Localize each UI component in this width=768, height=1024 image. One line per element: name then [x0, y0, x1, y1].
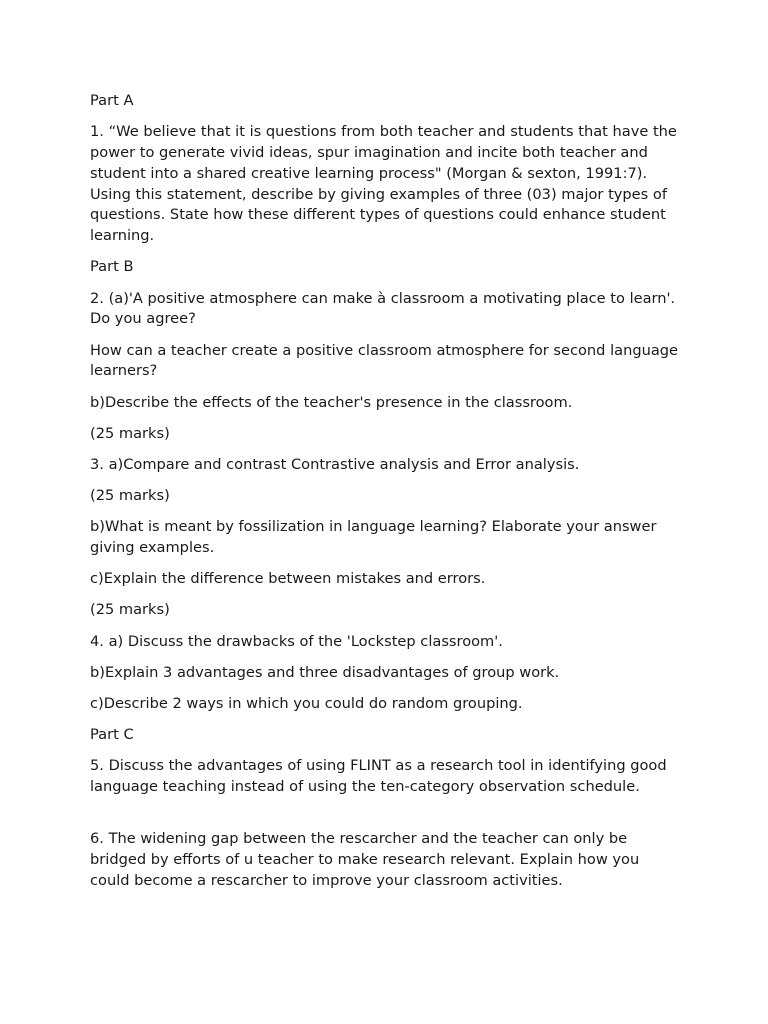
question-2a: 2. (a)'A positive atmosphere can make à classroom a motivating place to learn'. Do you agree?: [90, 289, 676, 328]
section-heading-part-a: Part A: [90, 92, 134, 109]
question-4c: c)Describe 2 ways in which you could do random grouping.: [90, 695, 523, 712]
question-4b: b)Explain 3 advantages and three disadvantages of group work.: [90, 663, 560, 681]
section-heading-part-c: Part C: [90, 726, 134, 744]
question-1: 1. “We believe that it is questions from both teacher and students that have the power to generate vivid ideas, spur imagination and incite both teacher and student into a shared creative learning process" (Morgan & sexton, 1991:7). Using this statement, describe by giving examples of three (03) major types of questions. State how these different types of questions could enhance student learning.: [90, 123, 677, 245]
question-3b: b)What is meant by fossilization in language learning? Elaborate your answer giving examples.: [90, 518, 657, 557]
question-5: 5. Discuss the advantages of using FLINT as a research tool in identifying good language teaching instead of using the ten-category observation schedule.: [90, 757, 667, 796]
question-6: 6. The widening gap between the rescarcher and the teacher can only be bridged by efforts of u teacher to make research relevant. Explain how you could become a rescarcher to improve your classroom activities.: [90, 829, 640, 889]
marks-label: (25 marks): [90, 601, 170, 619]
question-3a: 3. a)Compare and contrast Contrastive analysis and Error analysis.: [90, 455, 580, 473]
question-3c: c)Explain the difference between mistakes and errors.: [90, 570, 486, 588]
question-2a-followup: How can a teacher create a positive classroom atmosphere for second language learners?: [90, 341, 679, 380]
question-2b: b)Describe the effects of the teacher's presence in the classroom.: [90, 393, 573, 411]
document-page: [90, 91, 680, 902]
section-heading-part-b: Part B: [90, 258, 134, 276]
marks-label: (25 marks): [90, 424, 170, 442]
question-4a: 4. a) Discuss the drawbacks of the 'Lockstep classroom'.: [90, 632, 503, 650]
marks-label: (25 marks): [90, 487, 170, 505]
